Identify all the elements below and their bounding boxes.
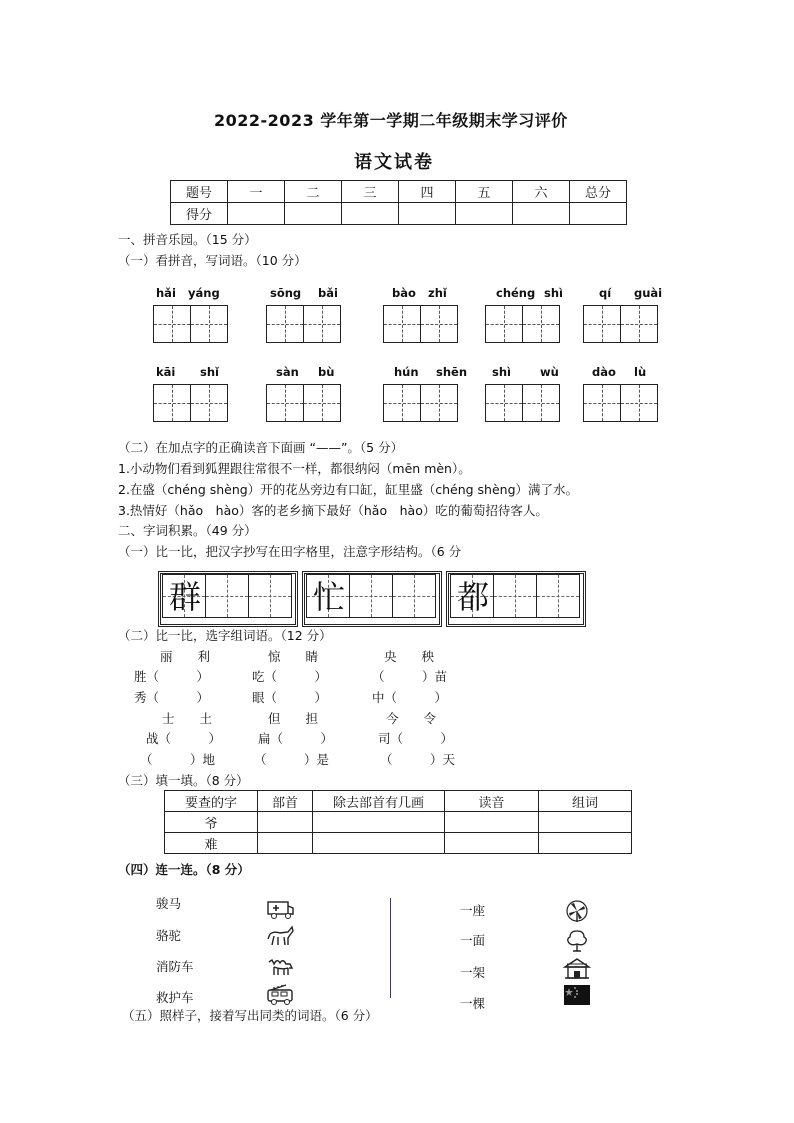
char-pair: 惊 睛 bbox=[268, 649, 319, 664]
fill-table-header bbox=[165, 791, 632, 812]
tianzige-box[interactable] bbox=[620, 384, 658, 422]
char-pair: 今 令 bbox=[386, 711, 437, 726]
copy-box[interactable] bbox=[248, 574, 292, 618]
section1-heading: 一、拼音乐园。（15 分） bbox=[118, 232, 257, 247]
house-icon[interactable] bbox=[562, 956, 592, 980]
copy-box-model bbox=[306, 574, 350, 618]
char-pair: 但 担 bbox=[268, 711, 319, 726]
pinyin: yáng bbox=[188, 286, 220, 300]
fill-header: 要查的字 bbox=[165, 791, 258, 812]
pinyin: hún bbox=[394, 365, 419, 379]
fill-cell[interactable] bbox=[313, 833, 445, 854]
camel-icon[interactable] bbox=[266, 954, 296, 978]
tianzige-box[interactable] bbox=[485, 384, 523, 422]
word-blank[interactable]: 战（ ） bbox=[146, 731, 222, 746]
word-blank[interactable]: 司（ ） bbox=[378, 731, 454, 746]
score-blank[interactable] bbox=[513, 203, 570, 225]
fill-cell[interactable] bbox=[258, 833, 313, 854]
score-label: 得分 bbox=[171, 203, 228, 225]
pinyin: dào bbox=[592, 365, 616, 379]
section2-part4-heading: （四）连一连。（8 分） bbox=[118, 862, 250, 877]
word-blank[interactable]: 眼（ ） bbox=[252, 690, 328, 705]
fill-header: 组词 bbox=[539, 791, 632, 812]
exam-title: 2022-2023 学年第一学期二年级期末学习评价 bbox=[214, 111, 568, 130]
tianzige-box[interactable] bbox=[266, 384, 304, 422]
pinyin: guài bbox=[634, 286, 663, 300]
lookup-char: 难 bbox=[165, 833, 258, 854]
tianzige-box[interactable] bbox=[383, 384, 421, 422]
fill-header: 读音 bbox=[445, 791, 539, 812]
pinyin: sàn bbox=[276, 365, 299, 379]
pinyin: shì bbox=[544, 286, 563, 300]
match-right-word[interactable]: 一面 bbox=[460, 933, 486, 948]
score-cell: 五 bbox=[456, 181, 513, 203]
copy-box[interactable] bbox=[536, 574, 580, 618]
divider-line bbox=[390, 898, 391, 998]
pinyin: bǎi bbox=[318, 286, 338, 300]
match-left-word[interactable]: 消防车 bbox=[156, 959, 194, 974]
score-blank[interactable] bbox=[399, 203, 456, 225]
word-blank[interactable]: 吃（ ） bbox=[252, 669, 328, 684]
copy-box[interactable] bbox=[392, 574, 436, 618]
section2-part3-heading: （三）填一填。（8 分） bbox=[118, 773, 249, 788]
char-pair: 士 土 bbox=[162, 711, 213, 726]
score-table-score-row bbox=[171, 203, 627, 225]
match-right-word[interactable]: 一棵 bbox=[460, 996, 486, 1011]
tianzige-box[interactable] bbox=[620, 305, 658, 343]
word-blank[interactable]: （ ）苗 bbox=[372, 669, 448, 684]
score-cell: 三 bbox=[342, 181, 399, 203]
char-pair: 丽 利 bbox=[160, 649, 211, 664]
model-char: 群 bbox=[168, 578, 201, 616]
tianzige-box[interactable] bbox=[583, 384, 621, 422]
copy-box[interactable] bbox=[205, 574, 249, 618]
word-blank[interactable]: （ ）地 bbox=[140, 752, 216, 767]
score-cell: 题号 bbox=[171, 181, 228, 203]
fill-cell[interactable] bbox=[258, 812, 313, 833]
flag-icon[interactable] bbox=[562, 983, 592, 1007]
model-char: 忙 bbox=[312, 578, 345, 616]
tianzige-box[interactable] bbox=[266, 305, 304, 343]
score-table bbox=[170, 180, 627, 225]
reading-line: 3.热情好（hǎo hào）客的老乡摘下最好（hǎo hào）吃的葡萄招待客人。 bbox=[118, 503, 548, 518]
fill-header: 除去部首有几画 bbox=[313, 791, 445, 812]
pinyin: sōng bbox=[270, 286, 302, 300]
tianzige-box[interactable] bbox=[420, 384, 458, 422]
table-row bbox=[165, 812, 632, 833]
pinyin: shēn bbox=[436, 365, 468, 379]
lookup-char: 爷 bbox=[165, 812, 258, 833]
fill-table bbox=[164, 790, 632, 854]
section2-part2-heading: （二）比一比，选字组词语。（12 分） bbox=[118, 628, 332, 643]
ambulance-icon[interactable] bbox=[266, 896, 296, 920]
tianzige-box[interactable] bbox=[485, 305, 523, 343]
tianzige-box[interactable] bbox=[420, 305, 458, 343]
tianzige-box[interactable] bbox=[383, 305, 421, 343]
match-right-word[interactable]: 一架 bbox=[460, 965, 486, 980]
word-blank[interactable]: 中（ ） bbox=[372, 690, 448, 705]
score-cell: 一 bbox=[228, 181, 285, 203]
model-char: 都 bbox=[456, 578, 489, 616]
pinyin: bào bbox=[392, 286, 416, 300]
section2-heading: 二、字词积累。（49 分） bbox=[118, 523, 257, 538]
tianzige-box[interactable] bbox=[522, 305, 560, 343]
table-row bbox=[165, 833, 632, 854]
score-table-header-row bbox=[171, 181, 627, 203]
word-blank[interactable]: 胜（ ） bbox=[134, 669, 210, 684]
tianzige-box[interactable] bbox=[583, 305, 621, 343]
score-cell: 四 bbox=[399, 181, 456, 203]
tianzige-box[interactable] bbox=[522, 384, 560, 422]
fill-cell[interactable] bbox=[539, 812, 632, 833]
section1-part1-heading: （一）看拼音，写词语。（10 分） bbox=[118, 253, 307, 268]
score-cell: 总分 bbox=[570, 181, 627, 203]
horse-icon[interactable] bbox=[266, 924, 296, 948]
tianzige-box[interactable] bbox=[190, 384, 228, 422]
fill-header: 部首 bbox=[258, 791, 313, 812]
pinyin: wù bbox=[540, 365, 559, 379]
tianzige-box[interactable] bbox=[303, 305, 341, 343]
fill-cell[interactable] bbox=[445, 812, 539, 833]
fill-cell[interactable] bbox=[313, 812, 445, 833]
pinyin: shǐ bbox=[200, 365, 219, 379]
word-blank[interactable]: （ ）天 bbox=[380, 752, 456, 767]
section2-part5-heading: （五）照样子，接着写出同类的词语。（6 分） bbox=[122, 1008, 378, 1023]
copy-box-model bbox=[162, 574, 206, 618]
score-blank[interactable] bbox=[456, 203, 513, 225]
word-blank[interactable]: 秀（ ） bbox=[134, 690, 210, 705]
reading-line: 2.在盛（chéng shèng）开的花丛旁边有口缸，缸里盛（chéng shèng）满了水。 bbox=[118, 482, 579, 497]
copy-box-model bbox=[450, 574, 494, 618]
pinyin: shì bbox=[492, 365, 511, 379]
pinyin: bù bbox=[318, 365, 335, 379]
section2-part1-heading: （一）比一比，把汉字抄写在田字格里，注意字形结构。（6 分 bbox=[118, 544, 462, 559]
pinyin: lù bbox=[634, 365, 647, 379]
fire-truck-icon[interactable] bbox=[266, 982, 296, 1006]
fill-cell[interactable] bbox=[445, 833, 539, 854]
tianzige-box[interactable] bbox=[153, 384, 191, 422]
pinyin: chéng bbox=[496, 286, 536, 300]
fill-cell[interactable] bbox=[539, 833, 632, 854]
match-left-word[interactable]: 骆驼 bbox=[156, 928, 182, 943]
word-blank[interactable]: 扁（ ） bbox=[258, 731, 334, 746]
pinyin: hǎi bbox=[156, 286, 176, 300]
tianzige-box[interactable] bbox=[153, 305, 191, 343]
pinyin: kāi bbox=[156, 365, 176, 379]
match-left-word[interactable]: 骏马 bbox=[156, 896, 182, 911]
word-blank[interactable]: （ ）是 bbox=[254, 752, 330, 767]
pinyin: qí bbox=[599, 286, 612, 300]
score-blank[interactable] bbox=[228, 203, 285, 225]
score-blank[interactable] bbox=[570, 203, 627, 225]
copy-box[interactable] bbox=[349, 574, 393, 618]
section1-part2-heading: （二）在加点字的正确读音下面画 “——”。（5 分） bbox=[118, 440, 404, 455]
char-pair: 央 秧 bbox=[384, 649, 435, 664]
match-left-word[interactable]: 救护车 bbox=[156, 990, 194, 1005]
exam-subtitle: 语文试卷 bbox=[354, 152, 434, 173]
windmill-icon[interactable] bbox=[562, 899, 592, 923]
match-right-word[interactable]: 一座 bbox=[460, 903, 486, 918]
reading-line: 1.小动物们看到狐狸跟往常很不一样，都很纳闷（mēn mèn）。 bbox=[118, 461, 471, 476]
score-cell: 六 bbox=[513, 181, 570, 203]
copy-box[interactable] bbox=[493, 574, 537, 618]
tianzige-box[interactable] bbox=[190, 305, 228, 343]
score-cell: 二 bbox=[285, 181, 342, 203]
tianzige-box[interactable] bbox=[303, 384, 341, 422]
pinyin: zhǐ bbox=[428, 286, 447, 300]
tree-icon[interactable] bbox=[562, 928, 592, 952]
score-blank[interactable] bbox=[285, 203, 342, 225]
score-blank[interactable] bbox=[342, 203, 399, 225]
